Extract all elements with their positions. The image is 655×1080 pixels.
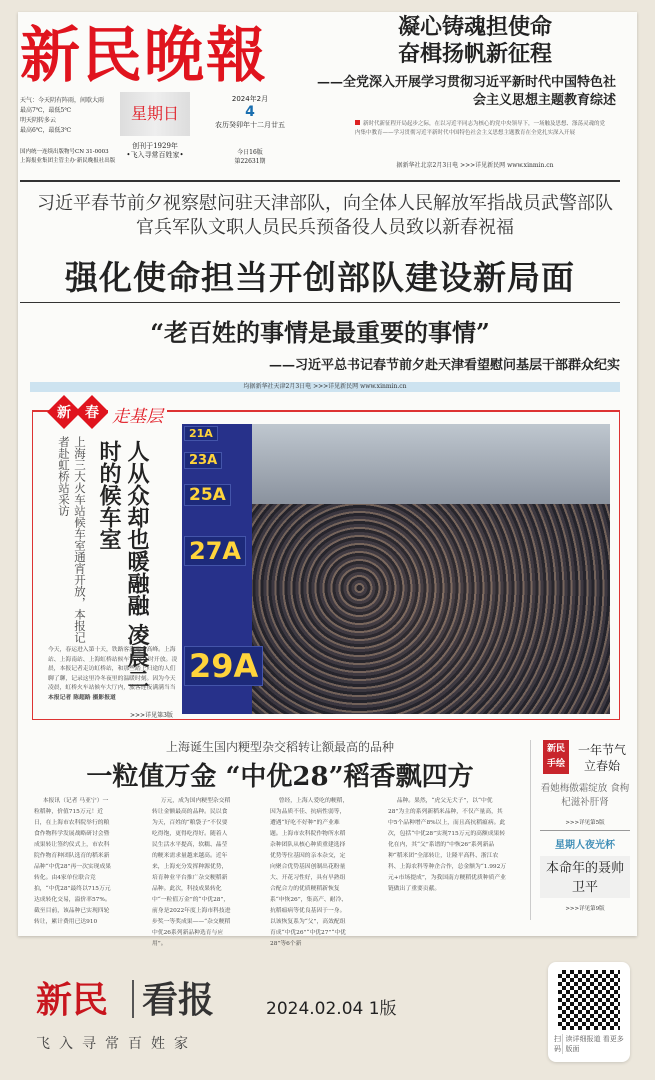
rice-headline[interactable]: 一粒值万金 “中优28”稻香飘四方 [86,762,474,792]
gate-sign: 25A [184,484,231,506]
top-story-credit: 据新华社北京2月3日电 >>>详见新民网 www.xinmin.cn [396,162,554,169]
weather-box: 天气：今天阴有阵雨，间歇大雨 最高7℃，最低5℃ 明天阴转多云 最高6℃，最低3℃ [20,97,105,134]
feature-subhead: 上海三大火车站候车室通宵开放，本报记者赴虹桥站采访 [57,436,87,643]
top-story-summary: 新时代新征程开局起步之际，在以习近平同志为核心的党中央领导下，一场触及思想、涤荡灵魂的党内集中教育——学习贯彻习近平新时代中国特色社会主义思想主题教育在全党扎实深入开展 [355,121,606,136]
rice-column-3: 曾经，上海人爱吃的粳稻，因为品质不佳、抗病性弱等，遭遇“好吃不好种”的产业难题。上海市农科院作物所水稻杂种团队从核心种质重建选择优势等位基因的亲本杂交，定向聚合优势基因创制出花粉量大、开花习性好，具有早熟组合配合力的优质粳稻新恢复系“申恢26”，集高产、耐冷、抗稻瘟病等优良基因于一身。以该恢复系为“父”，高效配组育成“中优26”“中优27”“中优28”等6个新 [270,798,349,947]
qr-code-card[interactable] [548,962,630,1062]
top-story-headline[interactable]: 凝心铸魂担使命 奋楫扬帆新征程 [397,15,552,67]
footer-separator [132,980,134,1018]
footer-logo-red: 新民 [36,979,109,1021]
lead-credit-bar: 均据新华社天津2月3日电 >>>详见新民网 www.xinmin.cn [30,382,620,392]
top-story-subhead: ——全党深入开展学习贯彻习近平新时代中国特色社会主义思想主题教育综述 [316,75,616,108]
issue-date: 2024年2月 4 农历癸卯年十二月廿五 [215,95,285,129]
gate-sign: 29A [184,646,263,686]
rice-column-4: 品种。果然，“虎父无犬子”，以“中优28”为主的系列新稻米品种，不仅产量高，其中5个品种增产8%以上，而且高抗稻瘟病。此次，包括“中优28”实现715万元的高额成果转化在内，其“父”系谱的“中恢26”系列新品种“稻米团”全部转让，让隆平高科、浙江农科、上海农科等种企合作，总金额为“1.992万元+市场提成”，为我国南方粳稻优质种质产业链做出了重要贡献。 [388,798,507,892]
footer-logo-dark: 看报 [142,979,215,1021]
rice-kicker: 上海诞生国内粳型杂交稻转让额最高的品种 [165,740,394,754]
gate-sign: 21A [184,426,218,441]
qr-caption: 扫码 读详细报道 看更多版面 [554,1035,624,1053]
photo-ceiling [252,424,610,504]
qr-code-icon[interactable] [558,970,620,1030]
founded-note: 创刊于1929年 •飞入寻常百姓家• [126,142,184,159]
footer-edition-date: 2024.02.04 1版 [266,999,397,1019]
registration: 国内统一连续出版物号CN 31-0003 上海报业集团主管主办·新民晚报社出版 [20,149,116,164]
gate-sign: 23A [184,452,222,469]
feature-body: 今天，春运进入第十天，铁路客流迎来高峰。上海站、上海南站、上海虹桥站候车室24小时开放。凌晨，本报记者走访虹桥站，和那些踏上归途的人们聊了聊，记录这里冷冬夜里的温暖时刻。因为今天凌晨，虹桥火车站候车大厅内，旅客连夜满满当当 本报记者 陈超路 摄影报道 [48,647,178,701]
lead-kicker: 习近平春节前夕视察慰问驻天津部队，向全体人民解放军指战员武警部队官兵军队文职人员民兵预备役人员致以新春祝福 [37,193,613,238]
divider [530,740,531,920]
footer-slogan: 飞入寻常百姓家 [36,1036,197,1052]
gate-sign: 27A [184,536,246,566]
divider [540,830,630,831]
station-crowd-photo [182,424,610,714]
lead-headline[interactable]: 强化使命担当开创部队建设新局面 [65,258,575,297]
weekday: 星期日 [120,92,190,136]
sidebar-more-link[interactable]: >>>详见第9版 [565,906,605,912]
gate-signs [182,424,259,714]
issue-number: 今日16版 第22631期 [234,149,266,165]
feature-more-link[interactable]: >>>详见第3版 [130,712,173,719]
quote-headline[interactable]: “老百姓的事情是最重要的事情” [150,318,490,347]
tag-spring: 春 [85,405,99,421]
rice-column-2: 万元，成为国内粳型杂交稻转让金额最高的品种。民以食为天，百姓的“粮袋子”不仅要吃得饱，更得吃得好。随着人民生活水平提高，软糯、晶莹的粳米需求量越来越高。近年来，上海充分发挥种源优势，培育种业平台推广杂交粳稻新品种。此次，科技成果转化中“一粒值万金”的“中优28”，前身是2022年度上海市科技进步奖一等奖成果——“杂交粳稻中优26系列新品种选育与应用”。 [152,798,231,947]
sidebar-column-name: 星期人夜光杯 [555,840,615,851]
column-name: 走基层 [108,402,167,427]
divider [20,302,620,303]
photo-crowd [252,504,610,714]
bullet-icon [355,120,360,125]
hand-drawn-stamp: 新民手绘 [543,740,569,774]
rice-column-1: 本报讯（记者 马亚宁）一粒稻种，价值715万元！近日，在上海市农科院举行的粮食作物科学发展战略研讨会暨成果转让签约仪式上，市农科院作物育种团队选育的稻米新品种“中优28”再一次实现成果转化。由4家单位联合竞拍，“中优28”最终以715万元达成转化交易，溢价率57%。截至目前，该品种已实现四轮转让，累计费用已达910 [34,798,112,925]
sidebar-solar-term-title[interactable]: 一年节气 立春始 [577,743,626,773]
feature-headline[interactable]: 人从众却也暖融融 凌晨二时的候车室 [96,440,149,690]
masthead-logo: 新民晚報 [20,21,268,91]
sidebar-nie-title[interactable]: 本命年的聂帅卫平 [540,856,630,898]
tag-new: 新 [57,405,71,421]
divider [20,180,620,182]
quote-subhead: ——习近平总书记春节前夕赴天津看望慰问基层干部群众纪实 [268,358,620,373]
sidebar-more-link[interactable]: >>>详见第5版 [565,820,605,826]
sidebar-solar-term-body: 看她梅傲霜绽放 食枸杞滋补肝肾 [540,783,630,808]
